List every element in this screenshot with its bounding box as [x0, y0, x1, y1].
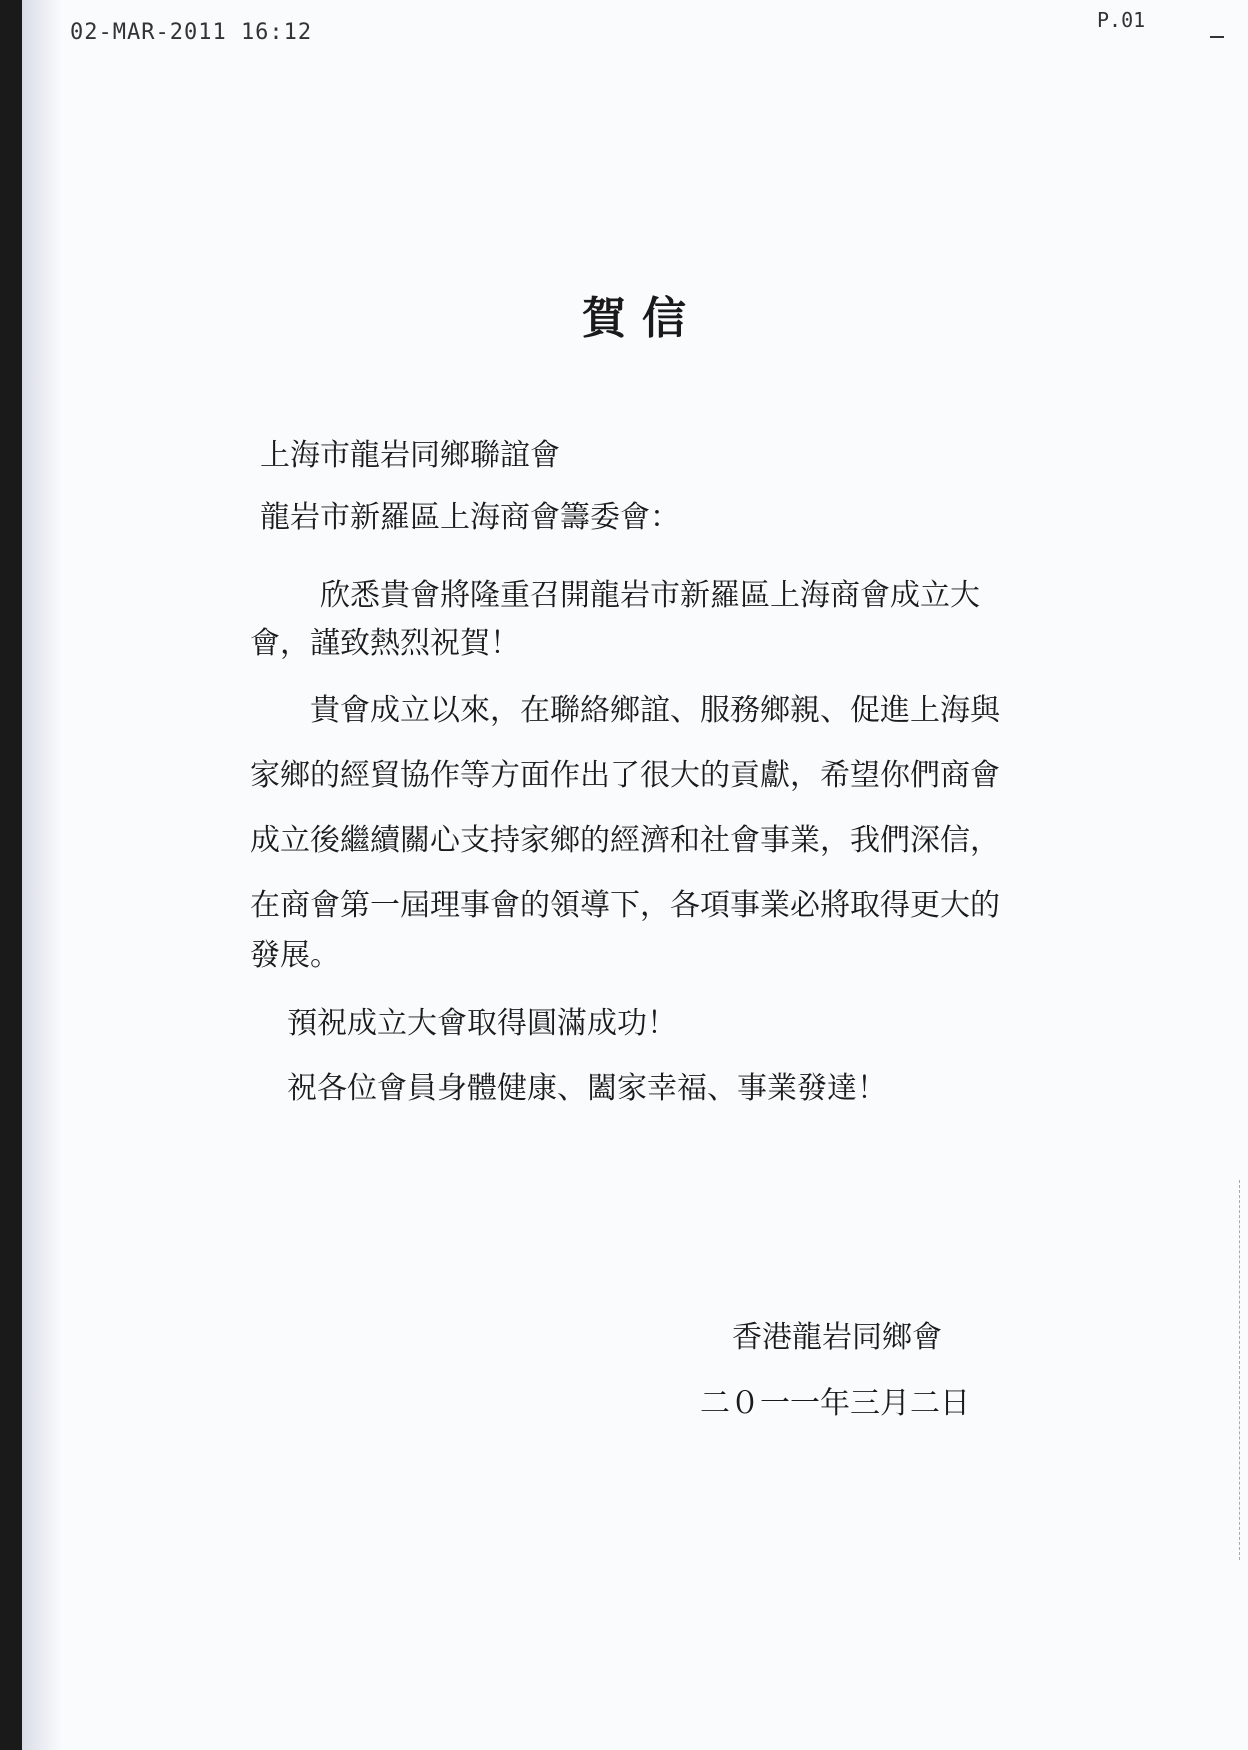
paragraph-2-line-2: 家鄉的經貿協作等方面作出了很大的貢獻，希望你們商會: [250, 758, 1000, 793]
letter-title: 賀信: [582, 293, 702, 344]
paragraph-2-line-5: 發展。: [250, 938, 340, 973]
paragraph-2-line-3: 成立後繼續關心支持家鄉的經濟和社會事業，我們深信，: [250, 823, 1000, 858]
fax-timestamp: 02-MAR-2011 16:12: [70, 20, 313, 45]
paragraph-2-line-4: 在商會第一屆理事會的領導下，各項事業必將取得更大的: [250, 888, 1000, 923]
paragraph-2-line-1: 貴會成立以來，在聯絡鄉誼、服務鄉親、促進上海與: [310, 693, 1000, 728]
paragraph-1-line-1: 欣悉貴會將隆重召開龍岩市新羅區上海商會成立大: [320, 578, 980, 613]
recipient-line-2: 龍岩市新羅區上海商會籌委會：: [260, 500, 680, 535]
recipient-line-1: 上海市龍岩同鄉聯誼會: [260, 438, 560, 473]
fax-page-number: P.01: [1097, 8, 1146, 32]
signature-organization: 香港龍岩同鄉會: [732, 1320, 942, 1355]
scan-mark: [1210, 36, 1224, 38]
paragraph-1-line-2: 會，謹致熱烈祝賀！: [250, 626, 520, 661]
letter-page: [22, 0, 1248, 1750]
scan-edge-artifact: [1239, 1180, 1248, 1560]
wish-line-2: 祝各位會員身體健康、闔家幸福、事業發達！: [287, 1071, 887, 1106]
signature-date: 二０一一年三月二日: [700, 1386, 970, 1421]
wish-line-1: 預祝成立大會取得圓滿成功！: [287, 1006, 677, 1041]
page-edge-shadow: [22, 0, 62, 1750]
